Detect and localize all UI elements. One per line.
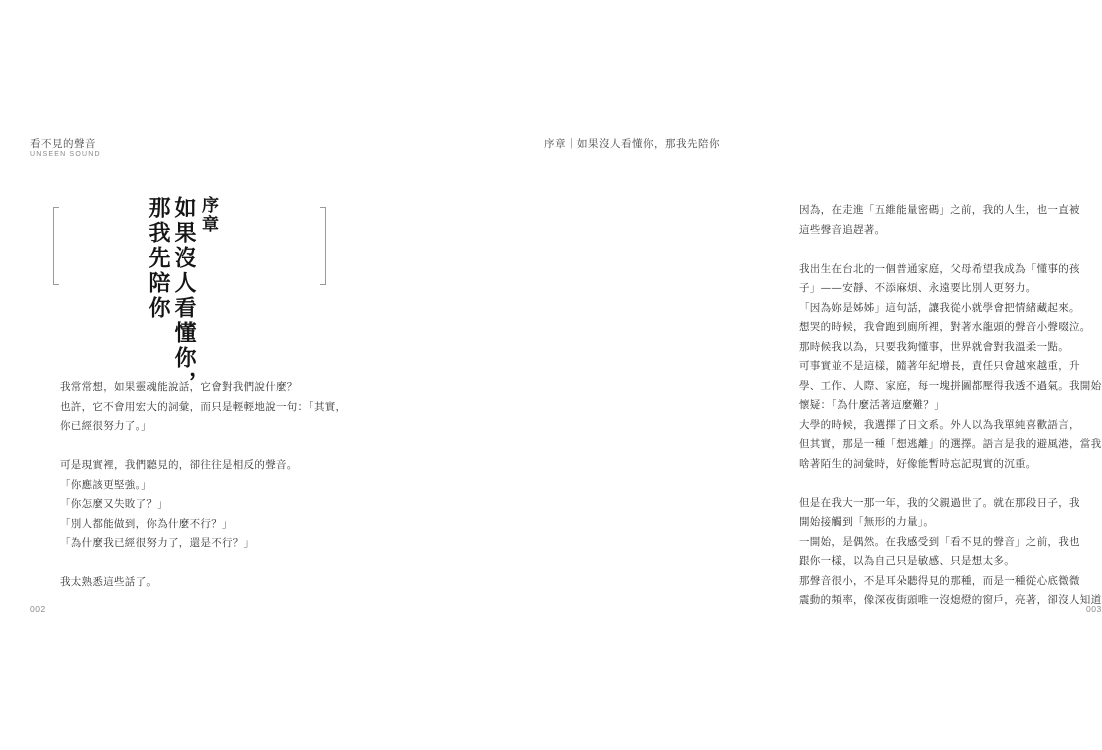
body-line: 想哭的時候，我會跑到廁所裡，對著水龍頭的聲音小聲啜泣。	[799, 321, 1091, 333]
body-line: 「你怎麼又失敗了？」	[60, 498, 168, 510]
left-body-text	[60, 378, 346, 593]
body-line: 我出生在台北的一個普通家庭，父母希望我成為「懂事的孩	[799, 262, 1080, 275]
body-line: 啥著陌生的詞彙時，好像能暫時忘記現實的沉重。	[799, 457, 1037, 470]
page-number-right: 003	[1086, 604, 1102, 614]
body-line: 跟你一樣，以為自己只是敏感、只是想太多。	[799, 555, 1015, 567]
body-line: 懷疑：「為什麼活著這麼難？」	[799, 399, 945, 411]
chapter-label: 序章	[198, 196, 218, 234]
paragraph-gap	[60, 554, 346, 574]
running-head-book-title: 看不見的聲音	[30, 138, 96, 150]
body-line: 「別人都能做到，你為什麼不行？」	[60, 517, 233, 530]
left-page	[0, 0, 375, 750]
body-line: 「為什麼我已經很努力了，還是不行？」	[60, 537, 255, 549]
paragraph-gap	[799, 474, 1101, 494]
body-line: 我常常想，如果靈魂能說話，它會對我們說什麼？	[60, 381, 298, 393]
body-line: 但其實，那是一種「想逃離」的選擇。語言是我的避風港，當我	[799, 438, 1102, 450]
body-line: 那聲音很小，不是耳朵聽得見的那種，而是一種從心底微微	[799, 574, 1080, 587]
body-line: 「因為妳是姊姊」這句話，讓我從小就學會把情緒藏起來。	[799, 301, 1080, 314]
right-page	[375, 0, 1102, 750]
body-line: 學、工作、人際、家庭，每一塊拼圖都壓得我透不過氣。我開始	[799, 379, 1102, 392]
running-head-book-title-en: UNSEEN SOUND	[30, 151, 101, 158]
running-head-chapter: 序章｜如果沒人看懂你，那我先陪你	[544, 138, 720, 150]
title-bracket-right	[320, 207, 326, 285]
body-line: 大學的時候，我選擇了日文系。外人以為我單純喜歡語言，	[799, 418, 1080, 431]
body-line: 這些聲音追趕著。	[799, 223, 886, 236]
body-line: 你已經很努力了。」	[60, 420, 152, 432]
title-bracket-left	[53, 207, 59, 285]
body-line: 但是在我大一那一年，我的父親過世了。就在那段日子，我	[799, 496, 1080, 509]
body-line: 也許，它不會用宏大的詞彙，而只是輕輕地說一句：「其實，	[60, 400, 347, 413]
body-line: 開始接觸到「無形的力量」。	[799, 516, 935, 528]
chapter-title-line-1: 如果沒人看懂你，	[171, 196, 197, 396]
paragraph-gap	[60, 437, 346, 457]
body-line: 可是現實裡，我們聽見的，卻往往是相反的聲音。	[60, 459, 298, 471]
body-line: 子」——安靜、不添麻煩、永遠要比別人更努力。	[799, 282, 1037, 294]
body-line: 我太熟悉這些話了。	[60, 576, 158, 588]
body-line: 因為，在走進「五維能量密碼」之前，我的人生，也一直被	[799, 204, 1080, 216]
body-line: 震動的頻率，像深夜街頭唯一沒熄燈的窗戶，亮著，卻沒人知道	[799, 594, 1102, 606]
right-body-text	[799, 201, 1101, 611]
body-line: 「你應該更堅強。」	[60, 478, 152, 491]
paragraph-gap	[799, 240, 1101, 260]
body-line: 一開始，是偶然。在我感受到「看不見的聲音」之前，我也	[799, 535, 1080, 548]
chapter-title-line-2: 那我先陪你	[145, 196, 171, 321]
body-line: 那時候我以為，只要我夠懂事，世界就會對我溫柔一點。	[799, 340, 1069, 353]
page-number-left: 002	[30, 604, 46, 614]
body-line: 可事實並不是這樣，隨著年紀增長，責任只會越來越重，升	[799, 360, 1080, 372]
